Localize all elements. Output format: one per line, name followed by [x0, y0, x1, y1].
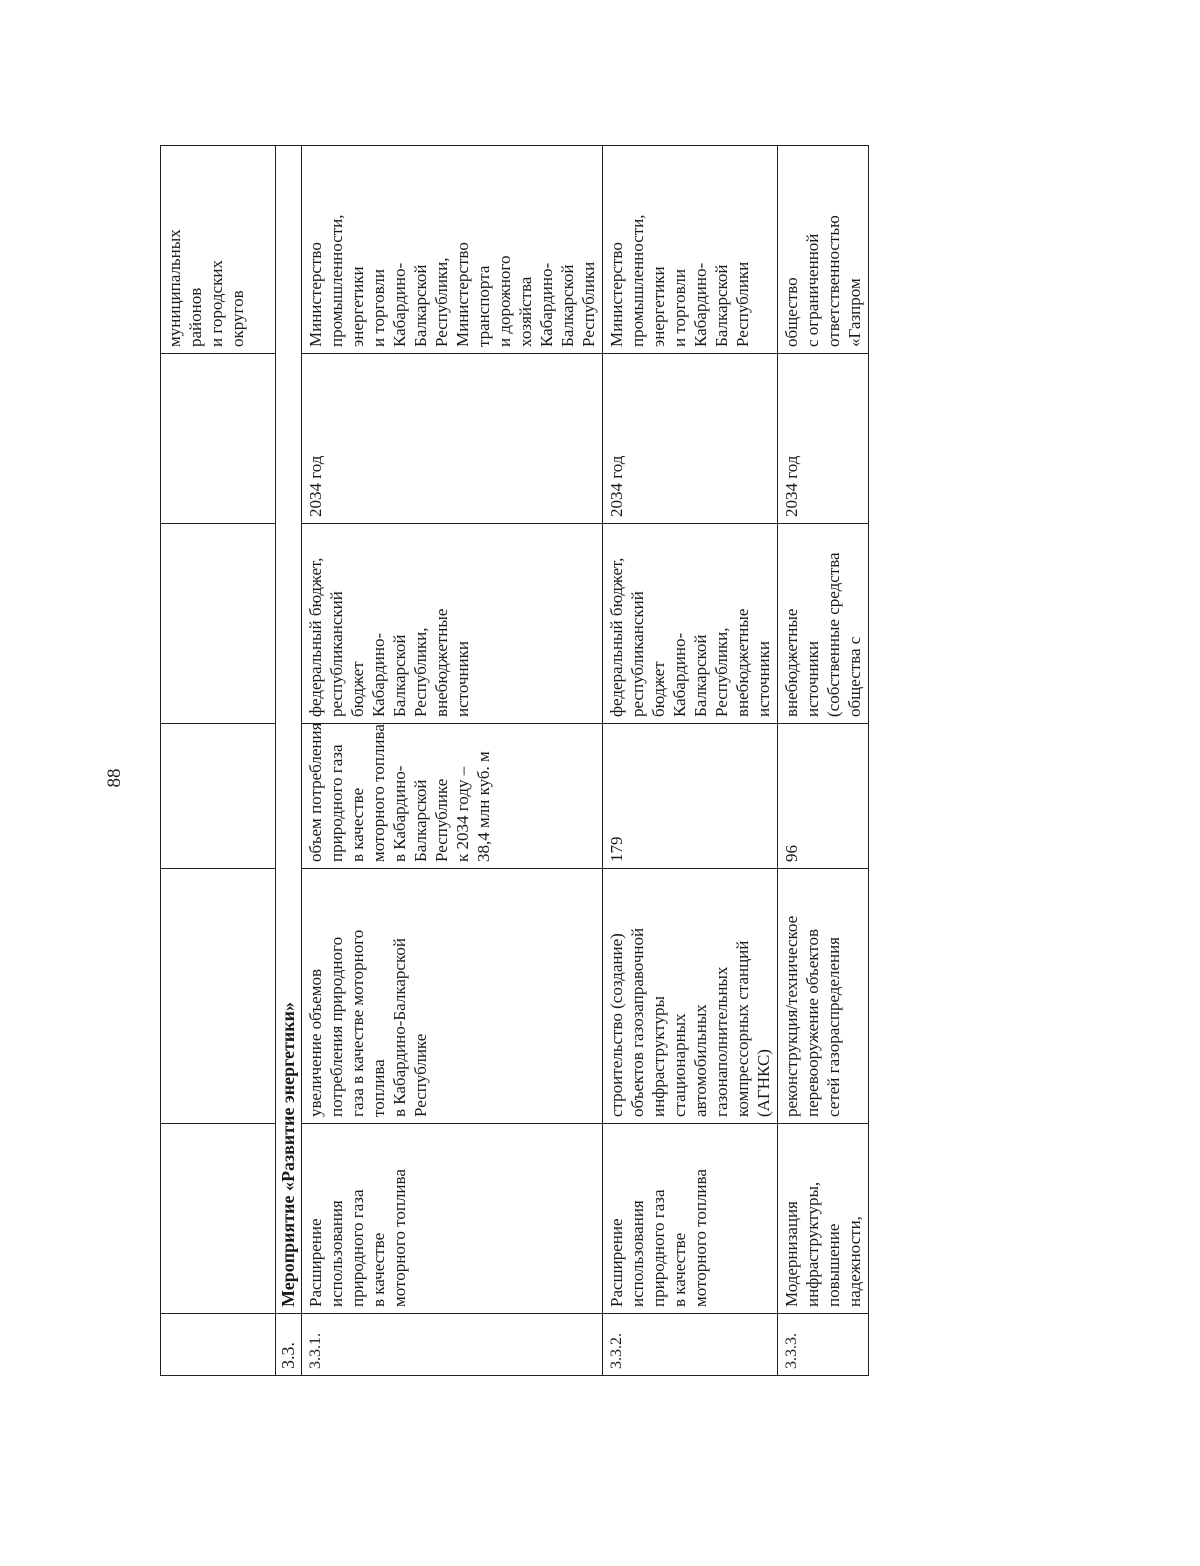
cell-line: промышленности, [327, 214, 346, 347]
cell-line: Балкарской [390, 634, 409, 717]
funding-source-cell [603, 524, 778, 724]
cell-line: надежности, [845, 1216, 864, 1307]
cell-line: Республики [733, 261, 752, 347]
cell-line: Балкарской [411, 264, 430, 347]
result-cell [778, 869, 869, 1124]
cell-line: хозяйства [516, 276, 535, 347]
cell-line: объектов газозаправочной [628, 927, 647, 1117]
cell-line: транспорта [474, 265, 493, 347]
cell-line: моторного топлива [369, 724, 388, 862]
cell-line: округов [228, 290, 247, 347]
cell-line: моторного топлива [691, 1169, 710, 1307]
cell-line: (собственные средства [824, 552, 843, 717]
cell-line: источники [803, 640, 822, 717]
cell-line: промышленности, [628, 214, 647, 347]
cell-line: общество [782, 277, 801, 347]
cell-line: Кабардино- [691, 262, 710, 347]
cell-line: стационарных [670, 1013, 689, 1117]
cell-line: объем потребления [306, 722, 325, 862]
cell-line: использования [327, 1200, 346, 1307]
cell-line: Балкарской [411, 779, 430, 862]
table-row [603, 146, 778, 1376]
cell-line: автомобильных [691, 1004, 710, 1117]
cell-line: Балкарской [558, 264, 577, 347]
cell-line: Кабардино- [537, 262, 556, 347]
cell-line: Министерство [306, 242, 325, 347]
cell-line: перевооружение объектов [803, 928, 822, 1117]
deadline-cell: 2034 год [778, 354, 869, 524]
cell-line: топлива [369, 1059, 388, 1117]
cell-line: инфраструктуры, [803, 1181, 822, 1307]
cell-line: природного газа [327, 744, 346, 862]
cell-line: в качестве [348, 787, 367, 862]
cell-line: (АГНКС) [754, 1049, 773, 1117]
result-cell [603, 869, 778, 1124]
deadline-cell: 2034 год [603, 354, 778, 524]
cell-line: Республике [411, 1033, 430, 1117]
cell-line: общества с [845, 636, 864, 717]
responsible-cell [603, 146, 778, 354]
funding-source-cell [778, 524, 869, 724]
cell-line: с ограниченной [803, 233, 822, 347]
responsible-cell [302, 146, 603, 354]
cont-deadline-cell [161, 354, 276, 524]
cont-number-cell [161, 1314, 276, 1376]
cell-line: Республики, [411, 627, 430, 717]
cell-line: природного газа [649, 1189, 668, 1307]
cont-measure-cell [161, 1124, 276, 1314]
cell-line: Кабардино- [369, 632, 388, 717]
cell-line: газа в качестве моторного [348, 929, 367, 1117]
cell-line: и дорожного [495, 255, 514, 347]
measure-cell [778, 1124, 869, 1314]
row-number-cell: 3.3.1. [302, 1314, 603, 1376]
cell-line: компрессорных станций [733, 940, 752, 1117]
cell-line: Республике [432, 778, 451, 862]
cell-line: республиканский [628, 591, 647, 717]
row-number-cell: 3.3.3. [778, 1314, 869, 1376]
cell-line: Балкарской [712, 264, 731, 347]
cell-line: муниципальных [165, 229, 184, 347]
cell-line: повышение [824, 1223, 843, 1307]
table-row [778, 146, 869, 1376]
cell-line: ответственностью [824, 215, 843, 347]
cell-line: внебюджетные [733, 608, 752, 717]
responsible-cell [778, 146, 869, 354]
indicator-cell [603, 724, 778, 869]
cell-line: 179 [607, 836, 626, 862]
cell-line: сетей газораспределения [824, 936, 843, 1117]
cell-line: использования [628, 1200, 647, 1307]
cell-line: в качестве [670, 1232, 689, 1307]
table-row [302, 146, 603, 1376]
cell-line: реконструкция/техническое [782, 915, 801, 1117]
section-row [276, 146, 302, 1376]
measure-cell [302, 1124, 603, 1314]
cell-line: строительство (создание) [607, 933, 626, 1117]
cell-line: источники [754, 640, 773, 717]
cell-line: энергетики [348, 266, 367, 347]
cell-line: в Кабардино- [390, 765, 409, 862]
cell-line: газонаполнительных [712, 966, 731, 1117]
page-number: 88 [104, 768, 125, 788]
cell-line: увеличение объемов [306, 969, 325, 1117]
cont-indicator-cell [161, 724, 276, 869]
cont-result-cell [161, 869, 276, 1124]
cell-line: Расширение [607, 1218, 626, 1307]
cell-line: Кабардино- [670, 632, 689, 717]
cell-line: бюджет [348, 661, 367, 717]
deadline-cell: 2034 год [302, 354, 603, 524]
cell-line: федеральный бюджет, [306, 557, 325, 717]
cell-line: 38,4 млн куб. м [474, 751, 493, 862]
cell-line: Модернизация [782, 1201, 801, 1307]
row-number-cell: 3.3.2. [603, 1314, 778, 1376]
cell-line: природного газа [348, 1189, 367, 1307]
cell-line: бюджет [649, 661, 668, 717]
cont-responsible-cell [161, 146, 276, 354]
cell-line: районов [186, 287, 205, 347]
cell-line: внебюджетные [782, 608, 801, 717]
indicator-cell [778, 724, 869, 869]
cont-source-cell [161, 524, 276, 724]
cell-line: федеральный бюджет, [607, 557, 626, 717]
cell-line: в качестве [369, 1232, 388, 1307]
cell-line: внебюджетные [432, 608, 451, 717]
result-cell [302, 869, 603, 1124]
cell-line: в Кабардино-Балкарской [390, 938, 409, 1117]
cell-line: потребления природного [327, 936, 346, 1117]
cell-line: и городских [207, 260, 226, 347]
cell-line: Республики, [432, 257, 451, 347]
cell-line: республиканский [327, 591, 346, 717]
cell-line: моторного топлива [390, 1169, 409, 1307]
cell-line: Расширение [306, 1218, 325, 1307]
cell-line: Министерство [607, 242, 626, 347]
cell-line: источники [453, 640, 472, 717]
cell-line: Республики, [712, 627, 731, 717]
cell-line: Министерство [453, 242, 472, 347]
funding-source-cell [302, 524, 603, 724]
cell-line: «Газпром [845, 278, 864, 347]
measure-cell [603, 1124, 778, 1314]
cell-line: инфраструктуры [649, 996, 668, 1117]
cell-line: Республики [579, 261, 598, 347]
cell-line: и торговли [369, 269, 388, 347]
indicator-cell [302, 724, 603, 869]
section-number: 3.3. [276, 1314, 302, 1376]
cell-line: 96 [782, 845, 801, 862]
cell-line: и торговли [670, 269, 689, 347]
cell-line: к 2034 году – [453, 766, 472, 862]
continued-row [161, 146, 276, 1376]
cell-line: Балкарской [691, 634, 710, 717]
cell-line: Кабардино- [390, 262, 409, 347]
section-title: Мероприятие «Развитие энергетики» [276, 146, 302, 1314]
measures-table [160, 145, 869, 1376]
cell-line: энергетики [649, 266, 668, 347]
